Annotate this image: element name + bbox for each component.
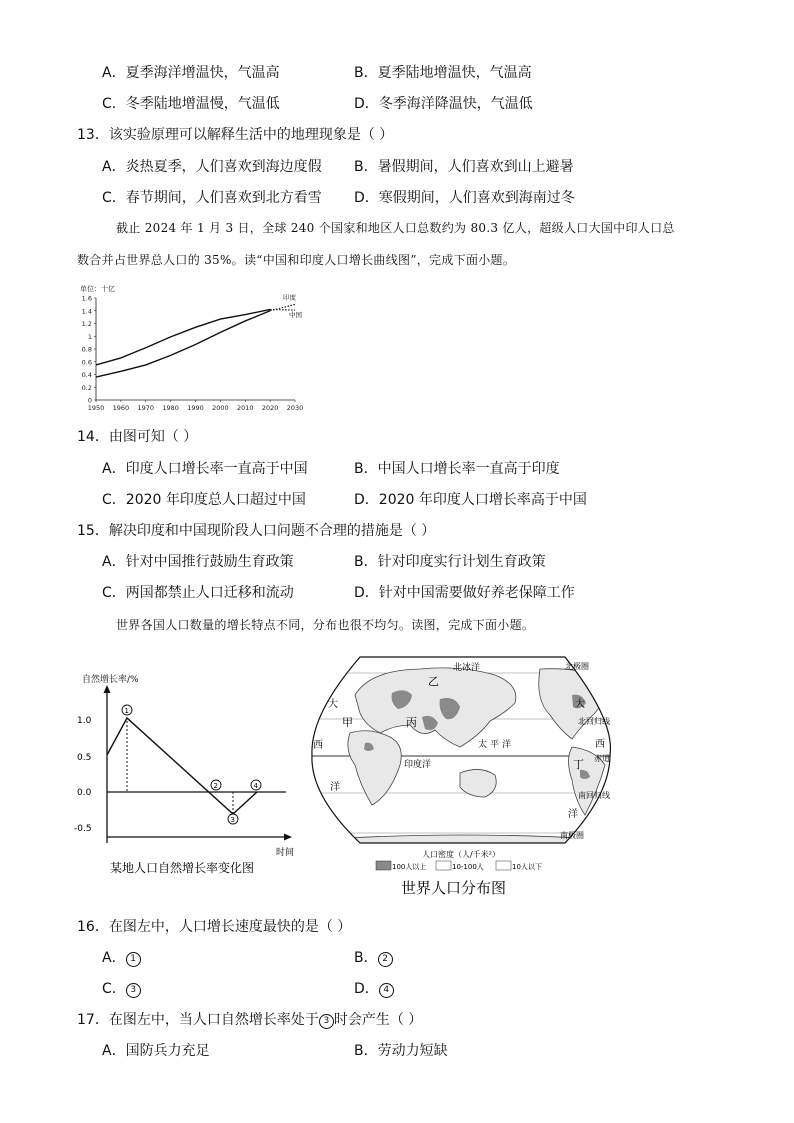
map-caption: 世界人口分布图 (401, 879, 507, 897)
series-label: 印度 (283, 293, 296, 302)
x-tick-label: 1960 (112, 404, 130, 412)
q17-option-a: A．国防兵力充足 (102, 1043, 210, 1059)
q14-stem: 14．由图可知（ ） (77, 429, 198, 445)
circled-number: 4 (379, 983, 394, 998)
q15-option-c: C．两国都禁止人口迁移和流动 (102, 585, 294, 601)
ytick-label: 1.0 (77, 716, 92, 726)
world-population-map (310, 655, 615, 900)
q15-option-d: D．针对中国需要做好养老保障工作 (354, 585, 575, 601)
legend-item-mid: 10-100人 (452, 863, 484, 871)
x-tick-label: 2010 (236, 404, 254, 412)
label-atlantic-w2: 西 (313, 740, 323, 751)
circled-number: 3 (319, 1014, 334, 1029)
q17-stem: 17．在图左中，当人口自然增长率处于 3 时会产生（ ） (77, 1012, 423, 1028)
x-tick-label: 1970 (137, 404, 155, 412)
q15-option-a: A．针对中国推行鼓励生育政策 (102, 554, 294, 570)
q15-option-b: B．针对印度实行计划生育政策 (354, 554, 546, 570)
label-arctic-ocean: 北冰洋 (453, 663, 481, 673)
q13-option-a: A．炎热夏季，人们喜欢到海边度假 (102, 159, 322, 175)
x-tick-label: 2030 (286, 404, 304, 412)
series-line-中国 (96, 309, 270, 364)
q13-option-c: C．春节期间，人们喜欢到北方看雪 (102, 190, 322, 206)
q16-stem: 16．在图左中，人口增长速度最快的是（ ） (77, 919, 352, 935)
label-antarctic-circle: 南极圈 (560, 831, 584, 840)
circled-number: 2 (378, 952, 393, 967)
legend-swatch-mid (436, 861, 451, 870)
y-tick-label: 1.2 (81, 320, 92, 328)
q17-option-b: B．劳动力短缺 (354, 1043, 448, 1059)
population-line-chart (78, 282, 318, 416)
x-tick-label: 1990 (187, 404, 204, 412)
x-tick-label: 1950 (87, 404, 105, 412)
q16-option-b: B． 2 (354, 949, 393, 967)
legend-item-low: 10人以下 (512, 863, 542, 871)
y-tick-label: 1 (87, 332, 92, 341)
circled-number: 1 (126, 952, 141, 967)
marker-1: 1 (124, 707, 129, 715)
marker-3: 3 (230, 816, 235, 824)
legend-title: 人口密度（人/千米²） (422, 850, 500, 859)
intro-paragraph-line1: 截止 2024 年 1 月 3 日，全球 240 个国家和地区人口总数约为 80.3 亿人，超级人口大国中印人口总 (116, 221, 675, 235)
rate-chart-xlabel: 时间 (276, 848, 295, 858)
y-tick-label: 1.4 (81, 307, 92, 316)
q12-option-d: D．冬季海洋降温快，气温低 (354, 96, 533, 112)
rate-chart-caption: 某地人口自然增长率变化图 (110, 861, 255, 875)
y-tick-label: 0.8 (81, 345, 92, 354)
label-atlantic-w1: 大 (328, 699, 338, 710)
label-arctic-circle: 北极圈 (565, 662, 589, 671)
q14-option-d: D．2020 年印度人口增长率高于中国 (354, 492, 587, 508)
label-equator: 赤道 (594, 754, 610, 763)
q12-option-b: B．夏季陆地增温快，气温高 (354, 65, 532, 81)
y-tick-label: 0.6 (81, 358, 92, 367)
y-tick-label: 0.2 (81, 383, 92, 392)
label-tropic-cancer: 北回归线 (578, 717, 610, 726)
q14-option-b: B．中国人口增长率一直高于印度 (354, 461, 560, 477)
x-tick-label: 1980 (162, 404, 179, 412)
y-tick-label: 0 (87, 396, 92, 405)
label-atlantic-w3: 洋 (330, 782, 340, 793)
ytick-label: 0.0 (77, 788, 92, 798)
series-line-印度 (96, 311, 270, 377)
label-yi: 乙 (428, 675, 439, 688)
label-pacific-ocean: 太平洋 (478, 740, 515, 750)
legend-item-high: 100人以上 (392, 863, 427, 871)
series-label: 中国 (289, 311, 302, 320)
marker-4: 4 (253, 782, 258, 790)
y-tick-label: 1.6 (81, 294, 92, 303)
q15-stem: 15．解决印度和中国现阶段人口问题不合理的措施是（ ） (77, 523, 436, 539)
y-tick-label: 0.4 (81, 371, 92, 379)
q16-option-a: A． 1 (102, 949, 141, 967)
label-indian-ocean: 印度洋 (404, 760, 432, 770)
marker-2: 2 (213, 782, 218, 790)
label-bing: 丙 (406, 716, 417, 729)
chart-unit-label: 单位：十亿 (80, 285, 115, 293)
label-atlantic-e1: 大 (575, 699, 585, 710)
circled-number: 3 (126, 983, 141, 998)
q16-option-c: C． 3 (102, 980, 141, 998)
rate-chart-ylabel: 自然增长率/% (82, 675, 139, 685)
rate-curve (107, 718, 257, 814)
legend-swatch-low (496, 861, 511, 870)
q14-option-a: A．印度人口增长率一直高于中国 (102, 461, 308, 477)
ytick-label: -0.5 (74, 824, 92, 834)
intro2-paragraph: 世界各国人口数量的增长特点不同，分布也很不均匀。读图，完成下面小题。 (116, 618, 535, 632)
q12-option-a: A．夏季海洋增温快，气温高 (102, 65, 280, 81)
q16-option-d: D． 4 (354, 980, 394, 998)
label-ding: 丁 (573, 758, 584, 771)
label-jia: 甲 (342, 716, 353, 729)
y-axis-arrow (104, 685, 111, 693)
x-axis-arrow (284, 834, 292, 841)
series-projection-中国 (270, 309, 295, 310)
ytick-label: 0.5 (77, 753, 92, 763)
label-atlantic-e2: 西 (595, 739, 605, 750)
legend-swatch-high (376, 861, 391, 870)
q12-option-c: C．冬季陆地增温慢，气温低 (102, 96, 280, 112)
q13-stem: 13．该实验原理可以解释生活中的地理现象是（ ） (77, 127, 394, 143)
natural-growth-rate-chart (70, 665, 310, 880)
x-tick-label: 2020 (261, 404, 279, 412)
q13-option-b: B．暑假期间，人们喜欢到山上避暑 (354, 159, 574, 175)
q14-option-c: C．2020 年印度总人口超过中国 (102, 492, 306, 508)
label-tropic-capricorn: 南回归线 (578, 791, 610, 800)
x-tick-label: 2000 (212, 404, 229, 412)
label-atlantic-e3: 洋 (568, 809, 578, 820)
q13-option-d: D．寒假期间，人们喜欢到海南过冬 (354, 190, 575, 206)
intro-paragraph-line2: 数合并占世界总人口的 35%。读“中国和印度人口增长曲线图”，完成下面小题。 (77, 253, 516, 267)
